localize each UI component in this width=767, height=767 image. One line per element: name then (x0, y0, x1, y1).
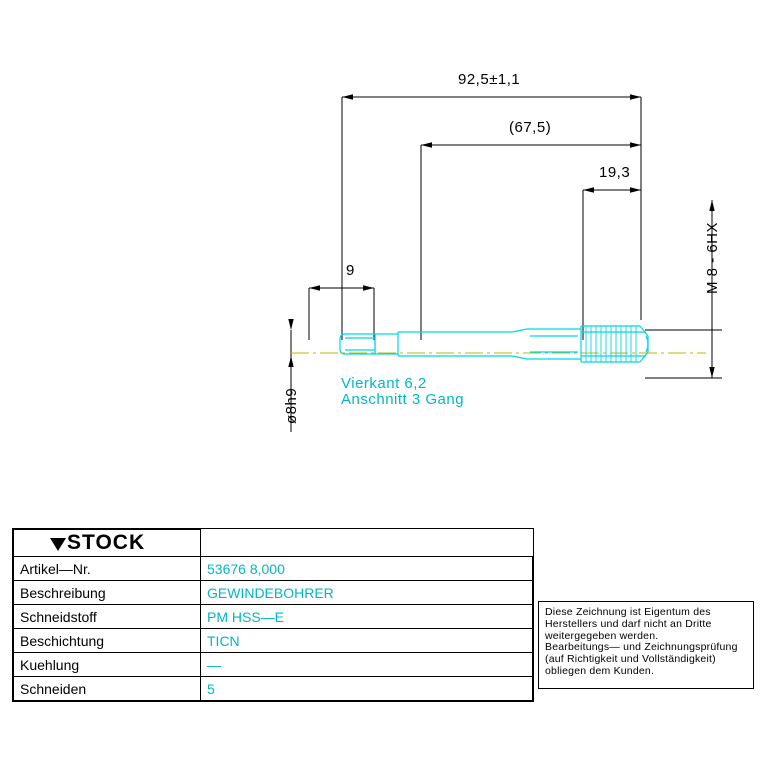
table-row (14, 605, 533, 629)
dimension-overall-length (342, 97, 641, 340)
tap-tool-geometry (340, 326, 648, 362)
note-square-size: Vierkant 6,2 (341, 375, 427, 392)
field-value-kuehlung: — (201, 653, 533, 677)
legal-note-line: (auf Richtigkeit und Vollständigkeit) (545, 653, 716, 666)
field-label-beschichtung: Beschichtung (14, 629, 201, 653)
field-value-schneiden: 5 (201, 677, 533, 701)
field-value-beschreibung: GEWINDEBOHRER (201, 581, 533, 605)
legal-note-line: Bearbeitungs— und Zeichnungsprüfung (545, 641, 738, 654)
dimension-label-shank-diameter: ø8h9 (283, 387, 300, 424)
table-row (14, 629, 533, 653)
dimension-label-thread-spec: M 8 - 6HX (704, 221, 721, 294)
table-row (14, 677, 533, 701)
field-label-beschreibung: Beschreibung (14, 581, 201, 605)
legal-note-line: weitergegeben werden. (545, 629, 659, 642)
dimension-label-square-length: 9 (346, 262, 355, 279)
dimension-label-thread-length: 19,3 (599, 164, 631, 181)
field-label-artikel-nr: Artikel—Nr. (14, 557, 201, 581)
field-label-schneiden: Schneiden (14, 677, 201, 701)
table-row (14, 557, 533, 581)
field-value-schneidstoff: PM HSS—E (201, 605, 533, 629)
field-label-kuehlung: Kuehlung (14, 653, 201, 677)
table-row (14, 581, 533, 605)
logo-row (14, 530, 533, 557)
legal-note-line: obliegen dem Kunden. (545, 664, 655, 677)
field-value-artikel-nr: 53676 8,000 (201, 557, 533, 581)
note-chamfer-threads: Anschnitt 3 Gang (341, 391, 465, 408)
logo-cell (14, 530, 201, 557)
triangle-logo-icon (50, 538, 66, 551)
legal-note-line: Diese Zeichnung ist Eigentum des (545, 606, 711, 618)
legal-note-box (538, 601, 754, 689)
table-row (14, 653, 533, 677)
dimension-label-overall-length: 92,5±1,1 (458, 71, 521, 88)
brand-logo-text: STOCK (67, 531, 146, 554)
field-label-schneidstoff: Schneidstoff (14, 605, 201, 629)
legal-note-line: Herstellers und darf nicht an Dritte (545, 617, 712, 630)
dimension-thread-length (583, 190, 641, 340)
field-value-beschichtung: TICN (201, 629, 533, 653)
dimension-label-shank-length: (67,5) (509, 119, 552, 136)
logo-row-blank (201, 530, 533, 557)
title-block (12, 528, 534, 702)
